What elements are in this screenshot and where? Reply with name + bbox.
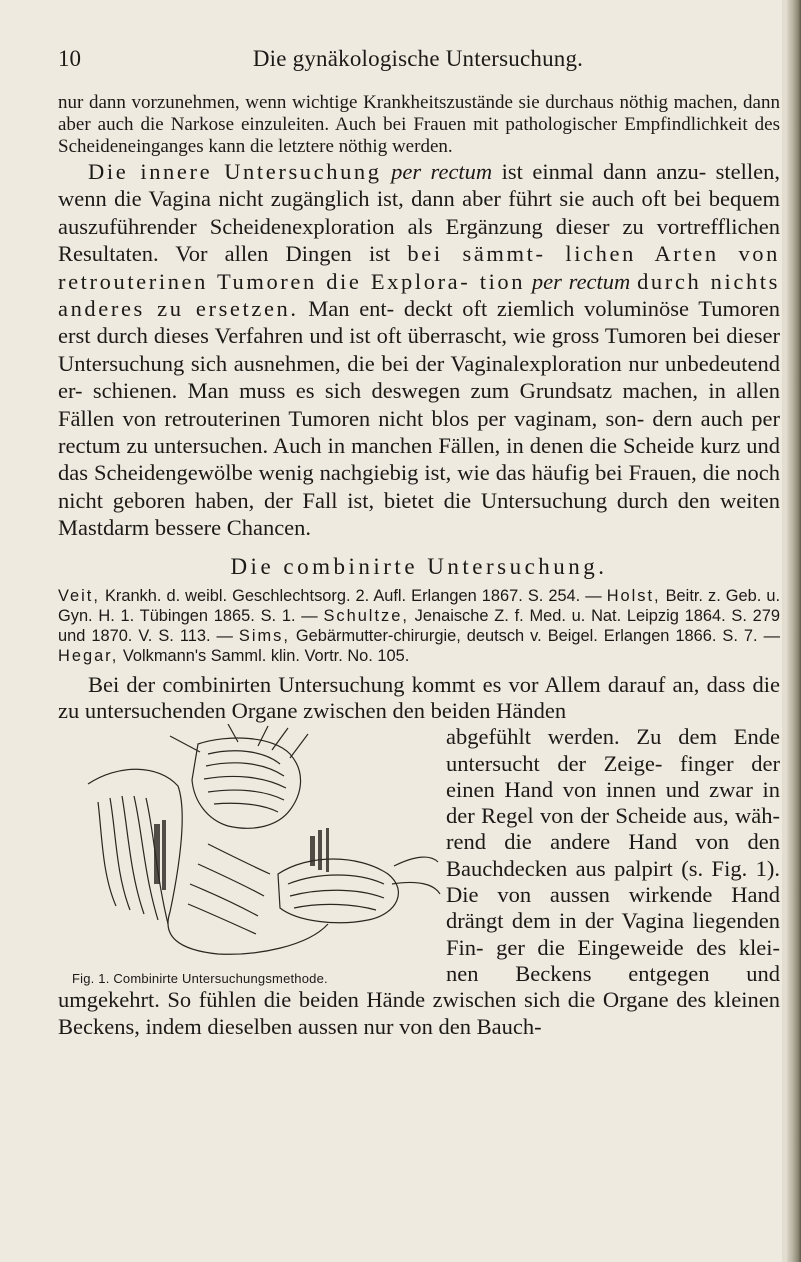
figure-illustration bbox=[58, 724, 442, 964]
section-title: Die combinirte Untersuchung. bbox=[230, 553, 608, 579]
emphasis-text: durch nichts anderes zu ersetzen. bbox=[58, 268, 780, 322]
figure-1 bbox=[58, 724, 442, 987]
paragraph-2-text-b: Man ent- deckt oft ziemlich voluminöse Tumoren erst durch dieses Verfahren und ist oft überrascht, wie gross Tumoren bei dieser Untersuchung sich ausnehmen, die bei der Vaginalexploration nur unbedeutend er- schienen. Man muss es sich deswegen zum Grundsatz machen, in allen Fällen von retrouterinen Tumoren nicht blos per vaginam, son- dern auch per rectum zu untersuchen. Auch in manchen Fällen, in denen die Scheide kurz und das Scheidengewölbe wenig nachgiebig ist, wie das häufig bei Frauen, die noch nicht geboren haben, der Fall ist, bietet die Untersuchung durch den weiten Mastdarm bessere Chancen. bbox=[58, 296, 780, 541]
paragraph-3-lead: Bei der combinirten Untersuchung kommt es vor Allem darauf an, dass die zu untersuchenden Organe zwischen den beiden Händen bbox=[58, 671, 780, 723]
reference-author: Schultze, bbox=[323, 606, 409, 625]
running-title: Die gynäkologische Untersuchung. bbox=[252, 46, 584, 71]
reference-author: Veit, bbox=[58, 586, 100, 605]
page-edge bbox=[787, 0, 801, 1262]
reference-text: Jenaische Z. f. Med. u. Nat. Leipzig 1864. S. 279 und 1870. V. S. 113. — bbox=[58, 606, 781, 645]
reference-text: Gebärmutter-chirurgie, deutsch v. Beigel. Erlangen 1866. S. 7. — bbox=[295, 626, 780, 645]
italic-text: per rectum bbox=[531, 268, 631, 294]
reference-author: Sims, bbox=[238, 626, 290, 645]
reference-text: Beitr. z. Geb. u. Gyn. H. 1. Tübingen 1865. S. 1. — bbox=[58, 586, 781, 625]
paragraph-2-text-a: ist einmal dann anzu- stellen, wenn die Vagina nicht zugänglich ist, dann aber führt sie auch oft bei bequem auszuführender Scheidenexploration als Ergänzung dieser zu vortrefflichen Resultaten. Vor allen Dingen ist bbox=[58, 159, 780, 267]
page-header bbox=[58, 46, 778, 82]
reference-author: Holst, bbox=[606, 586, 661, 605]
italic-text: per rectum bbox=[391, 159, 493, 184]
paragraph-1: nur dann vorzunehmen, wenn wichtige Krankheitszustände sie durchaus nöthig machen, dann aber auch die Narkose einzuleiten. Auch bei Frauen mit pathologischer Empfindlichkeit des Scheideneinganges kann die letztere nöthig werden. bbox=[58, 92, 780, 157]
reference-author: Hegar, bbox=[58, 646, 119, 665]
figure-caption: Fig. 1. Combinirte Untersuchungsmethode. bbox=[72, 971, 328, 987]
figure-block bbox=[58, 724, 780, 1040]
paragraph-3-wrap: abgefühlt werden. Zu dem Ende untersucht der Zeige- finger der einen Hand von innen und zwar in der Regel von der Scheide aus, wäh- rend die andere Hand von den Bauchdecken aus palpirt (s. Fig. 1). Die von aussen wirkende Hand drängt dem in der Vagina liegenden Fin- ger die Eingeweide des klei- nen Beckens entgegen und umgekehrt. So fühlen die beiden Hände zwischen sich die Organe des kleinen Beckens, indem dieselben aussen nur von den Bauch- bbox=[58, 724, 780, 1039]
page-number: 10 bbox=[58, 46, 81, 71]
references bbox=[58, 586, 780, 666]
emphasis-text: bei sämmt- lichen Arten von retrouterinen Tumoren die Explora- tion bbox=[58, 241, 781, 294]
reference-text: Volkmann's Samml. klin. Vortr. No. 105. bbox=[122, 646, 410, 665]
paragraph-2 bbox=[58, 158, 780, 542]
reference-text: Krankh. d. weibl. Geschlechtsorg. 2. Aufl. Erlangen 1867. S. 254. — bbox=[104, 586, 602, 605]
body-text bbox=[58, 92, 780, 1040]
emphasis-text: Die innere Untersuchung bbox=[88, 159, 382, 184]
